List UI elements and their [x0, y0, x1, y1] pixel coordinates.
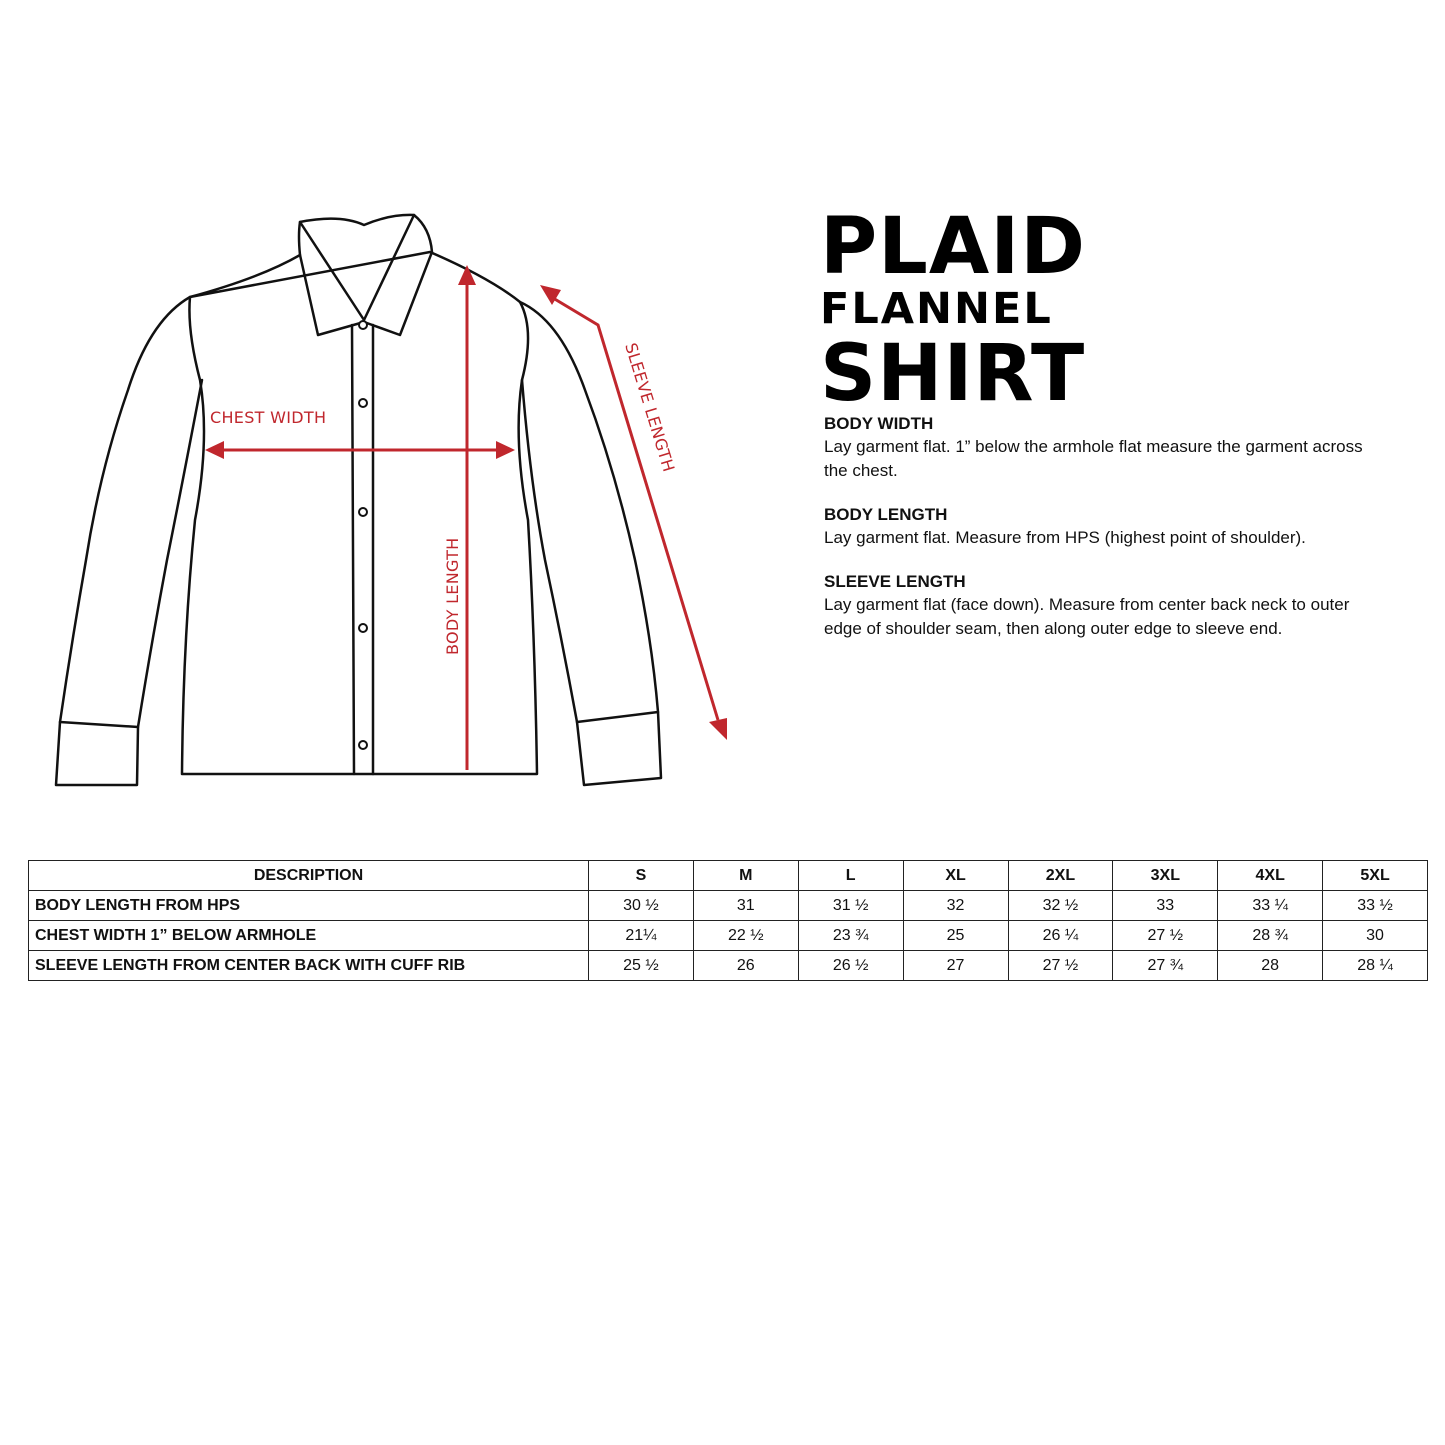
- table-cell: 31: [693, 891, 798, 921]
- table-cell: 31 ½: [798, 891, 903, 921]
- header-size-xl: XL: [903, 861, 1008, 891]
- header-description: DESCRIPTION: [29, 861, 589, 891]
- table-row: [29, 921, 1428, 951]
- table-cell: 30 ½: [589, 891, 694, 921]
- table-row: [29, 951, 1428, 981]
- title-line-shirt: SHIRT: [820, 329, 1086, 419]
- header-size-3xl: 3XL: [1113, 861, 1218, 891]
- chest-width-label: CHEST WIDTH: [210, 408, 327, 427]
- note-sleeve-length: [824, 571, 1364, 641]
- table-cell: 27 ½: [1113, 921, 1218, 951]
- table-cell: 26: [693, 951, 798, 981]
- table-row: [29, 891, 1428, 921]
- shirt-outline: [56, 215, 661, 785]
- note-body-width: [824, 413, 1364, 483]
- table-cell: 21¼: [589, 921, 694, 951]
- note-heading: BODY WIDTH: [824, 414, 934, 433]
- table-cell: 25: [903, 921, 1008, 951]
- note-heading: BODY LENGTH: [824, 505, 948, 524]
- note-heading: SLEEVE LENGTH: [824, 572, 966, 591]
- body-length-arrow: [458, 265, 476, 770]
- header-size-2xl: 2XL: [1008, 861, 1113, 891]
- size-chart-table: [28, 860, 1428, 981]
- table-cell: 26 ¼: [1008, 921, 1113, 951]
- table-cell: 27 ¾: [1113, 951, 1218, 981]
- header-size-l: L: [798, 861, 903, 891]
- table-cell: 27 ½: [1008, 951, 1113, 981]
- page-title: [820, 202, 1220, 419]
- table-cell: 25 ½: [589, 951, 694, 981]
- note-body-length: [824, 504, 1364, 550]
- table-cell: 26 ½: [798, 951, 903, 981]
- header-size-5xl: 5XL: [1323, 861, 1428, 891]
- title-line-flannel: FLANNEL: [820, 284, 1053, 334]
- shirt-buttons: [359, 321, 367, 749]
- table-cell: 28 ¼: [1323, 951, 1428, 981]
- table-cell: 33: [1113, 891, 1218, 921]
- measurement-notes: [824, 413, 1364, 662]
- table-cell: 30: [1323, 921, 1428, 951]
- row-label: CHEST WIDTH 1” BELOW ARMHOLE: [29, 921, 589, 951]
- table-cell: 28: [1218, 951, 1323, 981]
- sleeve-length-label: SLEEVE LENGTH: [621, 340, 679, 475]
- note-text: Lay garment flat. 1” below the armhole flat measure the garment across the chest.: [824, 437, 1363, 480]
- table-cell: 33 ¼: [1218, 891, 1323, 921]
- body-length-label: BODY LENGTH: [443, 537, 462, 655]
- table-cell: 32 ½: [1008, 891, 1113, 921]
- header-size-s: S: [589, 861, 694, 891]
- table-header-row: [29, 861, 1428, 891]
- row-label: BODY LENGTH FROM HPS: [29, 891, 589, 921]
- note-text: Lay garment flat (face down). Measure from center back neck to outer edge of shoulder seam, then along outer edge to sleeve end.: [824, 595, 1350, 638]
- header-size-m: M: [693, 861, 798, 891]
- table-cell: 28 ¾: [1218, 921, 1323, 951]
- table-cell: 22 ½: [693, 921, 798, 951]
- title-line-plaid: PLAID: [820, 202, 1087, 292]
- row-label: SLEEVE LENGTH FROM CENTER BACK WITH CUFF RIB: [29, 951, 589, 981]
- shirt-diagram: [0, 0, 760, 800]
- note-text: Lay garment flat. Measure from HPS (highest point of shoulder).: [824, 528, 1306, 547]
- header-size-4xl: 4XL: [1218, 861, 1323, 891]
- table-cell: 32: [903, 891, 1008, 921]
- table-cell: 33 ½: [1323, 891, 1428, 921]
- table-cell: 23 ¾: [798, 921, 903, 951]
- table-cell: 27: [903, 951, 1008, 981]
